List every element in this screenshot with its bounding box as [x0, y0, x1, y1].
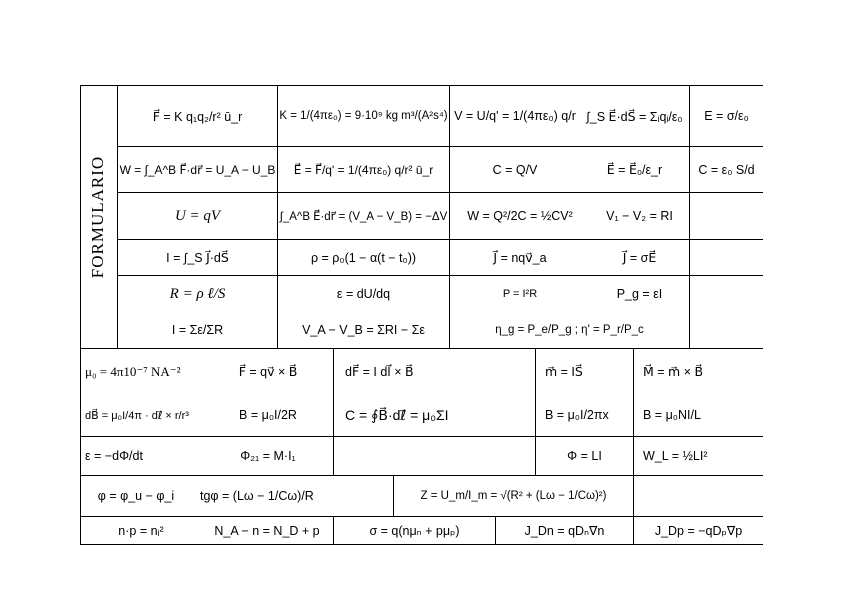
formula-emf: ε = dU/dq [336, 287, 391, 301]
formula-joule-power: P = I²R [502, 288, 538, 300]
formula-resistance: R = ρ ℓ/S [169, 285, 226, 302]
formula-kirchhoff: V_A − V_B = ΣRI − Σε [302, 323, 425, 337]
sidebar-label: FORMULARIO [88, 155, 108, 279]
formula-current: I = ∫_S J⃗·dS⃗ [166, 251, 229, 265]
formula-potential-energy: U = qV [174, 207, 221, 224]
formula-resistivity: ρ = ρ₀(1 − α(t − t₀)) [310, 250, 417, 265]
grid-line [333, 348, 334, 475]
formula-plate-capacitor: C = ε₀ S/d [698, 162, 755, 177]
formula-permeability: μ₀ = 4π10⁻⁷ NA⁻² [85, 363, 181, 379]
formula-impedance: Z = U_m/I_m = √(R² + (Lω − 1/Cω)²) [420, 490, 607, 502]
formula-hole-diffusion: J_Dp = −qDₚ∇p [654, 524, 743, 538]
formula-coulomb-constant: K = 1/(4πε₀) = 9·10⁹ kg m³/(A²s⁴) [279, 110, 448, 122]
formula-gauss-law: ∫_S E⃗·dS⃗ = Σᵢqᵢ/ε₀ [586, 109, 683, 124]
formula-lorentz-force: F⃗ = qv⃗ × B⃗ [238, 365, 298, 379]
formula-loop-field: B = μ₀I/2R [239, 408, 297, 422]
formula-ohm-local: J⃗ = σE⃗ [622, 251, 657, 265]
formula-charge-neutrality: N_A − n = N_D + p [214, 523, 320, 538]
formula-coulomb-force: F⃗ = K q₁q₂/r² ū_r [152, 109, 243, 124]
formula-electron-diffusion: J_Dn = qDₙ∇n [524, 524, 605, 538]
sidebar-title [80, 86, 117, 348]
formula-field-plane: E = σ/ε₀ [704, 109, 749, 123]
formula-electric-field: E⃗ = F⃗/q' = 1/(4πε₀) q/r² ū_r [293, 162, 434, 177]
formula-wire-field: B = μ₀I/2πx [545, 408, 609, 422]
formula-biot-savart: dB⃗ = μ₀I/4π · dℓ⃗ × r/r³ [85, 409, 189, 422]
formula-circuit-current: I = Σε/ΣR [171, 323, 224, 337]
formula-magnetic-moment: m⃗ = IS⃗ [545, 365, 583, 379]
formula-potential: V = U/q' = 1/(4πε₀) q/r [454, 109, 576, 123]
formula-ampere-law: C = ∮B⃗·dℓ⃗ = μ₀ΣI [345, 406, 449, 423]
formula-faraday: ε = −dΦ/dt [85, 449, 143, 463]
formula-generator-power: P_g = εI [616, 287, 663, 301]
grid-line [633, 348, 634, 475]
formula-mutual-inductance: Φ₂₁ = M·I₁ [240, 449, 296, 463]
formula-conductivity: σ = q(nμₙ + pμₚ) [369, 524, 460, 538]
formula-efficiency: η_g = P_e/P_g ; η' = P_r/P_c [495, 324, 644, 336]
formula-phase-tangent: tgφ = (Lω − 1/Cω)/R [200, 489, 314, 503]
formula-inductor-energy: W_L = ½LI² [643, 449, 708, 463]
formula-current-density: J⃗ = nqv⃗_a [493, 251, 547, 265]
formula-ohm-law: V₁ − V₂ = RI [606, 209, 673, 223]
formula-mass-action: n·p = nᵢ² [118, 523, 164, 538]
formula-wire-force: dF⃗ = I dl⃗ × B⃗ [345, 365, 414, 379]
formula-solenoid-field: B = μ₀NI/L [643, 408, 701, 422]
table-border-bottom [80, 544, 763, 545]
formula-capacitance: C = Q/V [492, 162, 538, 177]
formula-dielectric-field: E⃗ = E⃗₀/ε_r [606, 163, 663, 177]
formula-potential-difference: ∫_A^B E⃗·dr⃗ = (V_A − V_B) = −ΔV [279, 211, 448, 223]
formula-capacitor-energy: W = Q²/2C = ½CV² [467, 209, 573, 223]
formula-torque: M⃗ = m⃗ × B⃗ [643, 365, 704, 379]
formula-phase: φ = φ_u − φ_i [97, 489, 175, 503]
formula-work: W = ∫_A^B F⃗·dr⃗ = U_A − U_B [119, 162, 276, 177]
formula-self-inductance: Φ = LI [567, 449, 602, 463]
